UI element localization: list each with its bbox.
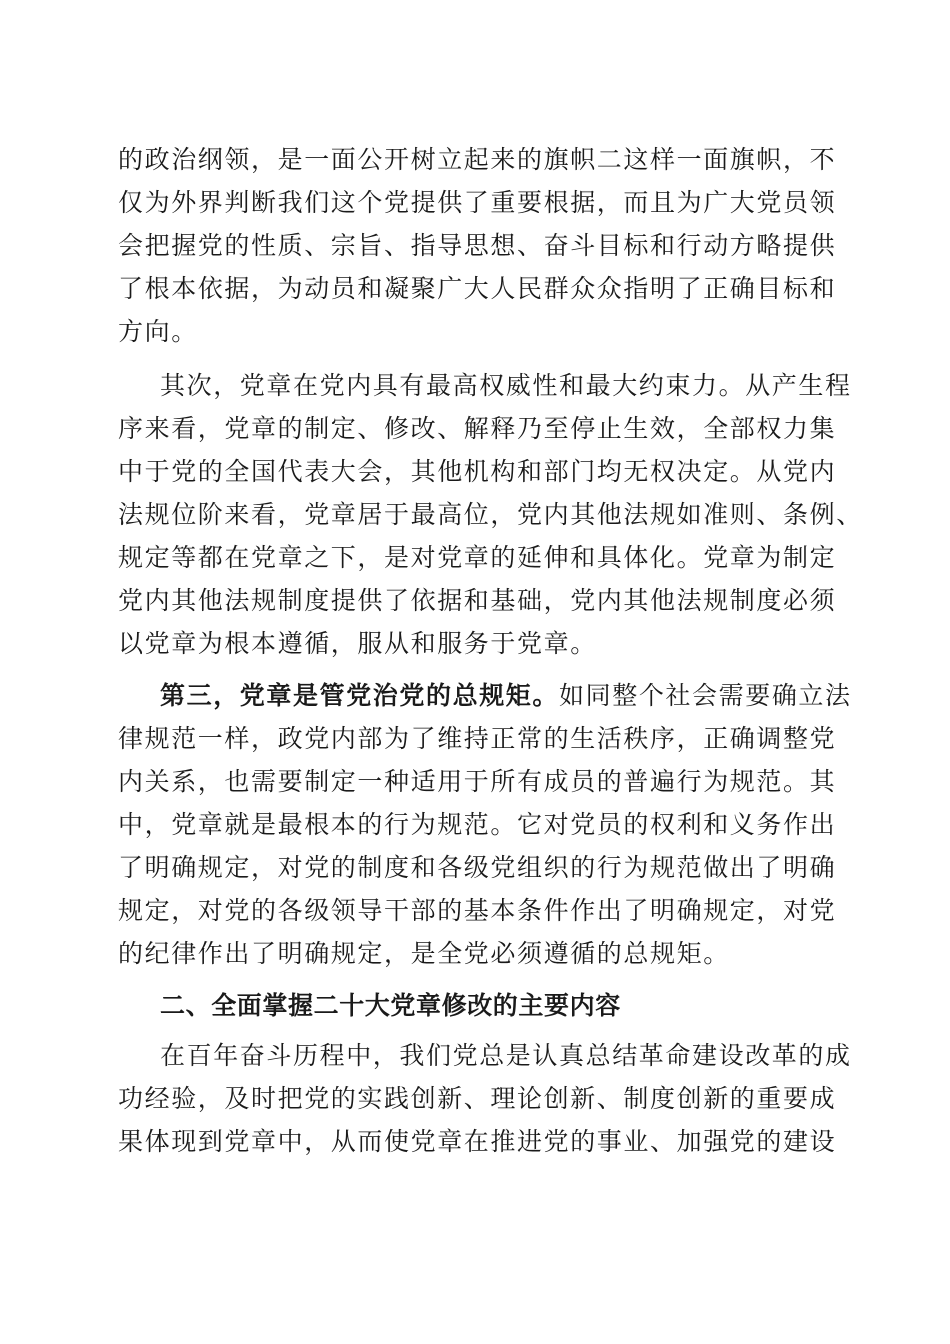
text-line: 的政治纲领，是一面公开树立起来的旗帜二这样一面旗帜，不 (118, 145, 837, 174)
text-line: 序来看，党章的制定、修改、解释乃至停止生效，全部权力集 (118, 414, 837, 443)
text-line: 在百年奋斗历程中，我们党总是认真总结革命建设改革的成 (160, 1041, 852, 1070)
text-line: 内关系，也需要制定一种适用于所有成员的普遍行为规范。其 (118, 767, 837, 796)
text-line: 仅为外界判断我们这个党提供了重要根据，而且为广大党员领 (118, 188, 837, 217)
text-line: 了明确规定，对党的制度和各级党组织的行为规范做出了明确 (118, 853, 837, 882)
text-line: 中于党的全国代表大会，其他机构和部门均无权决定。从党内 (118, 457, 837, 486)
text-line: 方向。 (118, 317, 198, 346)
text-line: 会把握党的性质、宗旨、指导思想、奋斗目标和行动方略提供 (118, 231, 837, 260)
text-line: 中，党章就是最根本的行为规范。它对党员的权利和义务作出 (118, 810, 837, 839)
text-line: 法规位阶来看，党章居于最高位，党内其他法规如准则、条例、 (118, 500, 863, 529)
text-line: 的纪律作出了明确规定，是全党必须遵循的总规矩。 (118, 939, 730, 968)
section-heading: 二、全面掌握二十大党章修改的主要内容 (160, 991, 621, 1020)
text-line: 规定，对党的各级领导干部的基本条件作出了明确规定，对党 (118, 896, 837, 925)
text-line: 果体现到党章中，从而使党章在推进党的事业、加强党的建设 (118, 1127, 837, 1156)
paragraph-lead: 第三，党章是管党治党的总规矩。 (160, 681, 560, 710)
text-line: 功经验，及时把党的实践创新、理论创新、制度创新的重要成 (118, 1084, 837, 1113)
text-line (160, 676, 852, 716)
text-line: 以党章为根本遵循，服从和服务于党章。 (118, 629, 597, 658)
text-line: 党内其他法规制度提供了依据和基础，党内其他法规制度必须 (118, 586, 837, 615)
text-line: 了根本依据，为动员和凝聚广大人民群众众指明了正确目标和 (118, 274, 837, 303)
paragraph-text: 如同整个社会需要确立法 (559, 681, 852, 710)
text-line: 规定等都在党章之下，是对党章的延伸和具体化。党章为制定 (118, 543, 837, 572)
text-line: 其次，党章在党内具有最高权威性和最大约束力。从产生程 (160, 371, 852, 400)
text-line: 律规范一样，政党内部为了维持正常的生活秩序，正确调整党 (118, 724, 837, 753)
